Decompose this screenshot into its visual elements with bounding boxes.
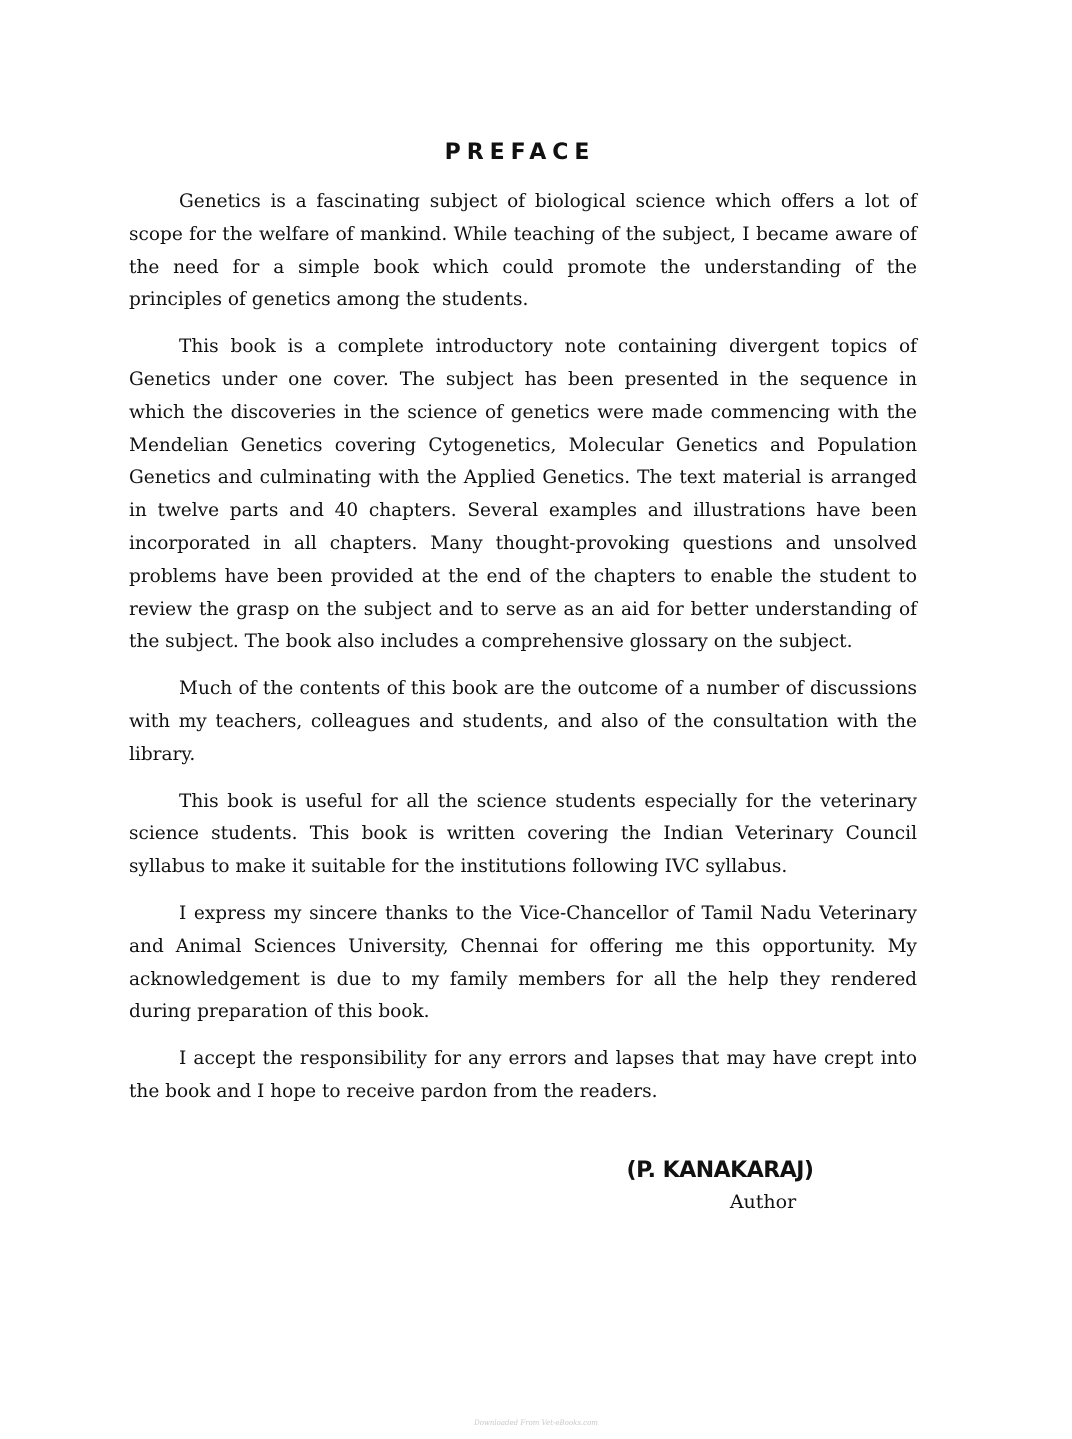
author-role: Author	[729, 1191, 797, 1213]
author-name: (P. KANAKARAJ)	[626, 1158, 814, 1183]
preface-body	[129, 186, 917, 1123]
paragraph-2: This book is a complete introductory note containing divergent topics of Genetics under one cover. The subject has been presented in the sequence in which the discoveries in the science of genetics were made commencing with the Mendelian Genetics covering Cytogenetics, Molecular Genetics and Population Genetics and culminating with the Applied Genetics. The text material is arranged in twelve parts and 40 chapters. Several examples and illustrations have been incorporated in all chapters. Many thought-provoking questions and unsolved problems have been provided at the end of the chapters to enable the student to review the grasp on the subject and to serve as an aid for better understanding of the subject. The book also includes a comprehensive glossary on the subject.	[129, 336, 917, 653]
paragraph-6: I accept the responsibility for any errors and lapses that may have crept into the book and I hope to receive pardon from the readers.	[129, 1048, 917, 1102]
paragraph-1: Genetics is a fascinating subject of biological science which offers a lot of scope for the welfare of mankind. While teaching of the subject, I became aware of the need for a simple book which could promote the understanding of the principles of genetics among the students.	[129, 191, 917, 311]
paragraph-4: This book is useful for all the science students especially for the veterinary science students. This book is written covering the Indian Veterinary Council syllabus to make it suitable for the institutions following IVC syllabus.	[129, 790, 917, 878]
page-title: PREFACE	[444, 140, 596, 165]
paragraph-5: I express my sincere thanks to the Vice-Chancellor of Tamil Nadu Veterinary and Animal Sciences University, Chennai for offering me this opportunity. My acknowledgement is due to my family members for all the help they rendered during preparation of this book.	[129, 902, 917, 1023]
footer-watermark: Downloaded From Vet-eBooks.com	[474, 1419, 598, 1427]
paragraph-3: Much of the contents of this book are the outcome of a number of discussions with my teachers, colleagues and students, and also of the consultation with the library.	[129, 678, 917, 765]
signature-block	[600, 1158, 920, 1213]
